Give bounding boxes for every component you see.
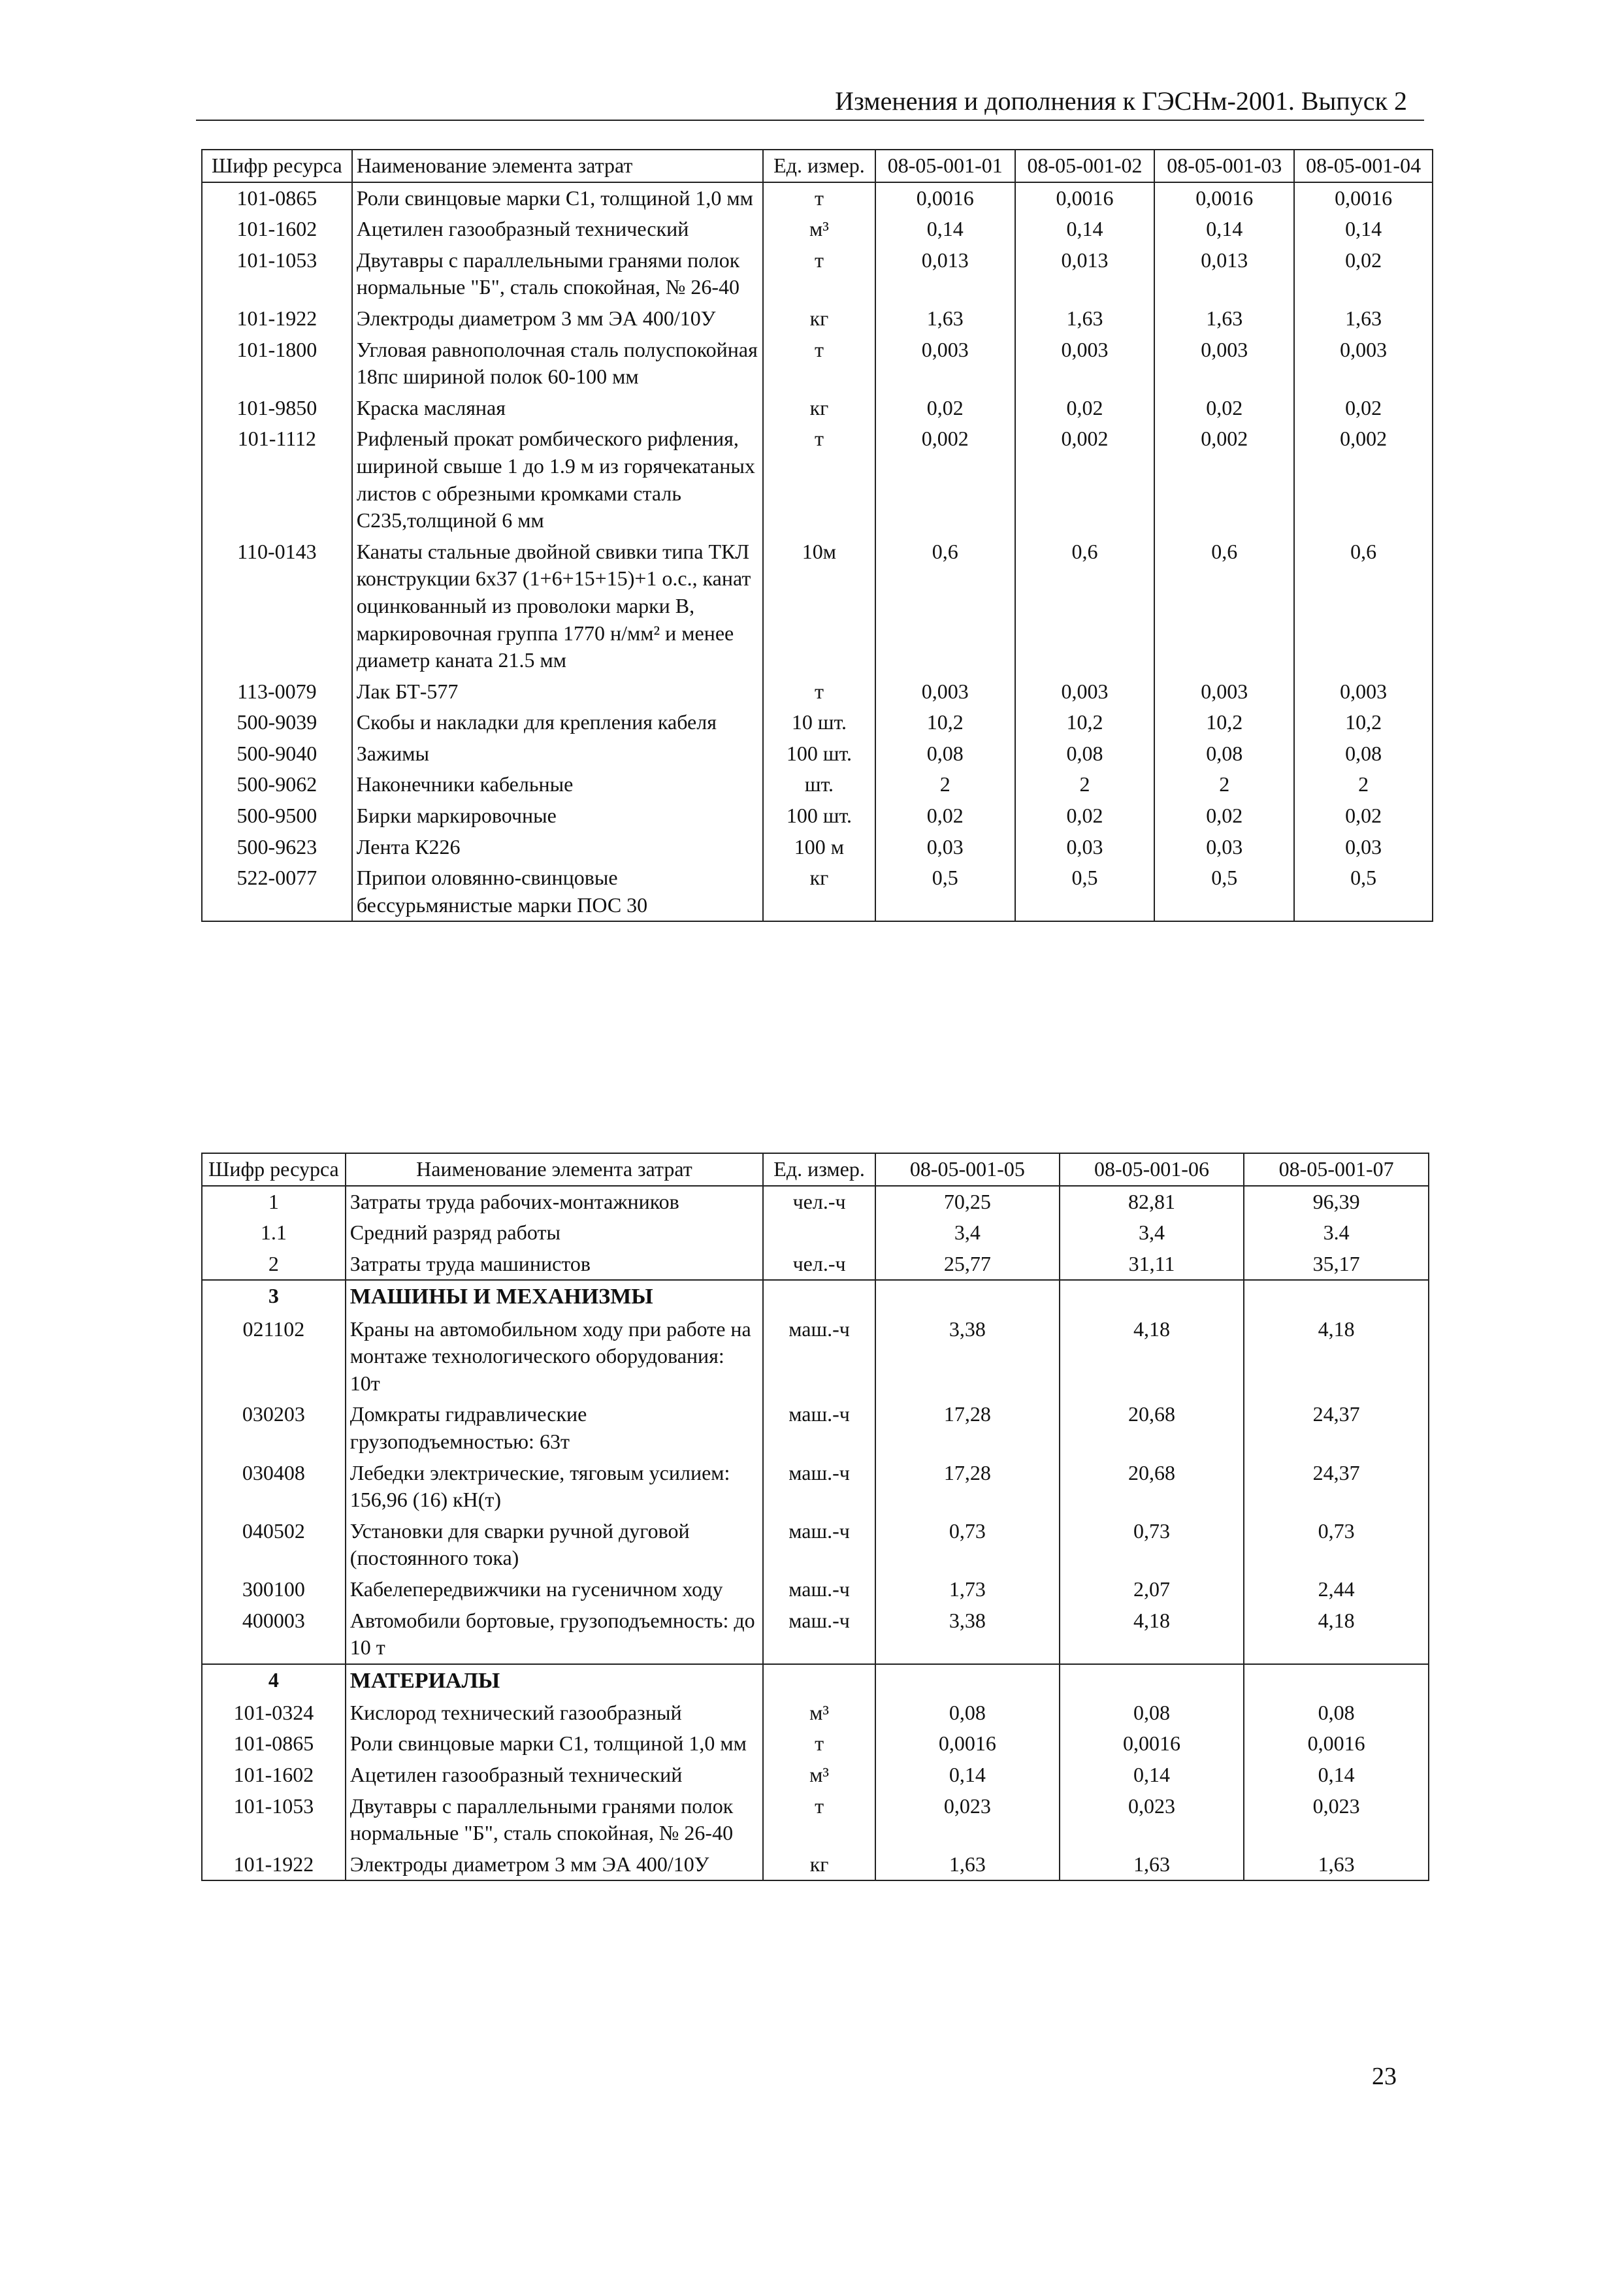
value-cell: 20,68 xyxy=(1060,1399,1244,1457)
col-header-name: Наименование элемента затрат xyxy=(352,150,763,182)
value-cell: 82,81 xyxy=(1060,1186,1244,1218)
table-row xyxy=(202,1760,1429,1791)
value-cell: 0,02 xyxy=(1294,245,1433,303)
table-row xyxy=(202,182,1433,214)
value-cell: 0,003 xyxy=(1294,335,1433,393)
unit-cell: маш.-ч xyxy=(763,1605,875,1664)
value-cell: 1,63 xyxy=(1015,303,1155,335)
col-header-value: 08-05-001-02 xyxy=(1015,150,1155,182)
table-row xyxy=(202,393,1433,424)
table-row xyxy=(202,1849,1429,1881)
unit-cell: т xyxy=(763,245,875,303)
value-cell: 0,002 xyxy=(1294,423,1433,536)
resource-name: Краска масляная xyxy=(352,393,763,424)
unit-cell: т xyxy=(763,1728,875,1760)
resource-name: Средний разряд работы xyxy=(346,1217,763,1249)
unit-cell xyxy=(763,1217,875,1249)
resource-code: 101-1053 xyxy=(202,245,352,303)
resource-code: 101-0865 xyxy=(202,1728,346,1760)
unit-cell: кг xyxy=(763,862,875,921)
value-cell: 0,003 xyxy=(1154,676,1294,708)
resource-code: 113-0079 xyxy=(202,676,352,708)
value-cell: 24,37 xyxy=(1244,1458,1429,1516)
value-cell: 0,02 xyxy=(875,800,1015,832)
resources-table-1 xyxy=(201,149,1433,922)
value-cell: 4,18 xyxy=(1244,1605,1429,1664)
unit-cell xyxy=(763,1664,875,1697)
value-cell xyxy=(875,1664,1060,1697)
resource-name: Двутавры с параллельными гранями полок нормальные "Б", сталь спокойная, № 26-40 xyxy=(346,1791,763,1849)
resource-name: Ацетилен газообразный технический xyxy=(346,1760,763,1791)
value-cell: 0,14 xyxy=(875,1760,1060,1791)
value-cell: 31,11 xyxy=(1060,1249,1244,1281)
value-cell: 10,2 xyxy=(1154,707,1294,738)
resource-code: 500-9040 xyxy=(202,738,352,770)
value-cell: 1,63 xyxy=(1060,1849,1244,1881)
table-row xyxy=(202,1574,1429,1605)
resource-name: Электроды диаметром 3 мм ЭА 400/10У xyxy=(352,303,763,335)
resource-code: 040502 xyxy=(202,1516,346,1574)
table-row xyxy=(202,800,1433,832)
col-header-code: Шифр ресурса xyxy=(202,150,352,182)
resource-code: 101-1602 xyxy=(202,1760,346,1791)
resource-name: Установки для сварки ручной дуговой (постоянного тока) xyxy=(346,1516,763,1574)
resource-name: Кабелепередвижчики на гусеничном ходу xyxy=(346,1574,763,1605)
resource-code: 500-9500 xyxy=(202,800,352,832)
value-cell xyxy=(1060,1664,1244,1697)
unit-cell: маш.-ч xyxy=(763,1516,875,1574)
value-cell: 0,6 xyxy=(1015,536,1155,676)
value-cell: 2 xyxy=(1294,769,1433,800)
value-cell: 2,44 xyxy=(1244,1574,1429,1605)
resource-name: Лента К226 xyxy=(352,832,763,863)
unit-cell: м³ xyxy=(763,1697,875,1729)
unit-cell: 10 шт. xyxy=(763,707,875,738)
unit-cell: м³ xyxy=(763,1760,875,1791)
resource-code: 400003 xyxy=(202,1605,346,1664)
table-row xyxy=(202,335,1433,393)
table-row xyxy=(202,1697,1429,1729)
col-header-value: 08-05-001-01 xyxy=(875,150,1015,182)
value-cell: 0,14 xyxy=(1244,1760,1429,1791)
resource-code: 1 xyxy=(202,1186,346,1218)
resource-code: 101-1053 xyxy=(202,1791,346,1849)
resource-code: 3 xyxy=(202,1280,346,1313)
table-row xyxy=(202,1605,1429,1664)
value-cell: 2 xyxy=(1015,769,1155,800)
value-cell: 10,2 xyxy=(1294,707,1433,738)
value-cell: 0,02 xyxy=(1294,800,1433,832)
resource-name: Рифленый прокат ромбического рифления, шириной свыше 1 до 1.9 м из горячекатаных листов с обрезными кромками сталь С235,толщиной 6 мм xyxy=(352,423,763,536)
resource-code: 101-1922 xyxy=(202,1849,346,1881)
value-cell: 1,63 xyxy=(875,303,1015,335)
value-cell: 0,14 xyxy=(1060,1760,1244,1791)
resource-name: Автомобили бортовые, грузоподъемность: до 10 т xyxy=(346,1605,763,1664)
value-cell: 0,08 xyxy=(1154,738,1294,770)
value-cell: 0,73 xyxy=(1060,1516,1244,1574)
resource-code: 2 xyxy=(202,1249,346,1281)
table-row xyxy=(202,1458,1429,1516)
value-cell: 0,14 xyxy=(875,214,1015,245)
table-row xyxy=(202,707,1433,738)
value-cell: 20,68 xyxy=(1060,1458,1244,1516)
value-cell: 0,08 xyxy=(875,738,1015,770)
value-cell: 0,02 xyxy=(1294,393,1433,424)
unit-cell: м³ xyxy=(763,214,875,245)
resource-code: 500-9039 xyxy=(202,707,352,738)
resource-code: 500-9062 xyxy=(202,769,352,800)
value-cell: 0,003 xyxy=(1294,676,1433,708)
value-cell: 1,63 xyxy=(1244,1849,1429,1881)
unit-cell: 10м xyxy=(763,536,875,676)
value-cell: 70,25 xyxy=(875,1186,1060,1218)
resources-table-2 xyxy=(201,1153,1429,1881)
resource-name: Скобы и накладки для крепления кабеля xyxy=(352,707,763,738)
value-cell: 0,002 xyxy=(1015,423,1155,536)
value-cell: 0,08 xyxy=(1015,738,1155,770)
value-cell: 2 xyxy=(1154,769,1294,800)
value-cell: 17,28 xyxy=(875,1399,1060,1457)
resource-name: МАТЕРИАЛЫ xyxy=(346,1664,763,1697)
unit-cell: 100 шт. xyxy=(763,800,875,832)
resource-name: Лак БТ-577 xyxy=(352,676,763,708)
col-header-code: Шифр ресурса xyxy=(202,1153,346,1186)
unit-cell: 100 шт. xyxy=(763,738,875,770)
table-row xyxy=(202,862,1433,921)
table-row xyxy=(202,214,1433,245)
value-cell: 0,5 xyxy=(1294,862,1433,921)
resource-code: 030203 xyxy=(202,1399,346,1457)
value-cell: 3,38 xyxy=(875,1314,1060,1400)
value-cell: 0,6 xyxy=(875,536,1015,676)
resource-name: Роли свинцовые марки С1, толщиной 1,0 мм xyxy=(346,1728,763,1760)
table-row xyxy=(202,1516,1429,1574)
resource-code: 522-0077 xyxy=(202,862,352,921)
unit-cell: маш.-ч xyxy=(763,1458,875,1516)
unit-cell: маш.-ч xyxy=(763,1574,875,1605)
value-cell: 0,002 xyxy=(1154,423,1294,536)
value-cell: 0,003 xyxy=(875,676,1015,708)
table-row xyxy=(202,536,1433,676)
resource-code: 101-1602 xyxy=(202,214,352,245)
unit-cell xyxy=(763,1280,875,1313)
resource-code: 101-1112 xyxy=(202,423,352,536)
value-cell: 0,0016 xyxy=(875,182,1015,214)
resource-code: 101-0865 xyxy=(202,182,352,214)
unit-cell: т xyxy=(763,423,875,536)
value-cell: 0,6 xyxy=(1294,536,1433,676)
value-cell: 1,63 xyxy=(1154,303,1294,335)
value-cell: 0,003 xyxy=(875,335,1015,393)
resource-name: Бирки маркировочные xyxy=(352,800,763,832)
resource-code: 021102 xyxy=(202,1314,346,1400)
unit-cell: т xyxy=(763,676,875,708)
value-cell xyxy=(1244,1280,1429,1313)
resource-name: Ацетилен газообразный технический xyxy=(352,214,763,245)
unit-cell: чел.-ч xyxy=(763,1249,875,1281)
col-header-value: 08-05-001-04 xyxy=(1294,150,1433,182)
table-row xyxy=(202,832,1433,863)
table-row xyxy=(202,1314,1429,1400)
resource-name: Зажимы xyxy=(352,738,763,770)
resource-code: 110-0143 xyxy=(202,536,352,676)
table-row xyxy=(202,1399,1429,1457)
value-cell: 3.4 xyxy=(1244,1217,1429,1249)
resource-code: 300100 xyxy=(202,1574,346,1605)
resource-name: Роли свинцовые марки С1, толщиной 1,0 мм xyxy=(352,182,763,214)
col-header-value: 08-05-001-05 xyxy=(875,1153,1060,1186)
value-cell: 25,77 xyxy=(875,1249,1060,1281)
value-cell xyxy=(875,1280,1060,1313)
value-cell: 0,002 xyxy=(875,423,1015,536)
unit-cell: маш.-ч xyxy=(763,1399,875,1457)
value-cell: 0,013 xyxy=(1015,245,1155,303)
resource-name: Лебедки электрические, тяговым усилием: 156,96 (16) кН(т) xyxy=(346,1458,763,1516)
value-cell: 1,63 xyxy=(1294,303,1433,335)
table-row xyxy=(202,676,1433,708)
value-cell: 0,003 xyxy=(1154,335,1294,393)
value-cell: 0,5 xyxy=(1015,862,1155,921)
value-cell: 4,18 xyxy=(1244,1314,1429,1400)
resource-code: 101-1800 xyxy=(202,335,352,393)
value-cell: 0,08 xyxy=(1294,738,1433,770)
resource-name: Кислород технический газообразный xyxy=(346,1697,763,1729)
value-cell: 0,73 xyxy=(1244,1516,1429,1574)
resource-name: Двутавры с параллельными гранями полок нормальные "Б", сталь спокойная, № 26-40 xyxy=(352,245,763,303)
resource-name: Затраты труда рабочих-монтажников xyxy=(346,1186,763,1218)
value-cell: 0,02 xyxy=(1154,393,1294,424)
value-cell: 0,02 xyxy=(1154,800,1294,832)
value-cell: 0,08 xyxy=(875,1697,1060,1729)
col-header-value: 08-05-001-07 xyxy=(1244,1153,1429,1186)
value-cell: 4,18 xyxy=(1060,1605,1244,1664)
unit-cell: кг xyxy=(763,303,875,335)
value-cell: 0,73 xyxy=(875,1516,1060,1574)
value-cell: 10,2 xyxy=(1015,707,1155,738)
value-cell: 0,013 xyxy=(875,245,1015,303)
value-cell: 0,003 xyxy=(1015,676,1155,708)
unit-cell: 100 м xyxy=(763,832,875,863)
value-cell: 3,4 xyxy=(875,1217,1060,1249)
unit-cell: т xyxy=(763,1791,875,1849)
value-cell: 0,023 xyxy=(1060,1791,1244,1849)
resource-name: МАШИНЫ И МЕХАНИЗМЫ xyxy=(346,1280,763,1313)
table-row xyxy=(202,738,1433,770)
value-cell: 0,03 xyxy=(1294,832,1433,863)
page-header: Изменения и дополнения к ГЭСНм-2001. Выпуск 2 xyxy=(196,82,1424,121)
table-row xyxy=(202,1728,1429,1760)
table-row xyxy=(202,769,1433,800)
value-cell: 2 xyxy=(875,769,1015,800)
value-cell: 0,08 xyxy=(1060,1697,1244,1729)
value-cell: 0,6 xyxy=(1154,536,1294,676)
unit-cell: шт. xyxy=(763,769,875,800)
table-row xyxy=(202,303,1433,335)
unit-cell: кг xyxy=(763,1849,875,1881)
value-cell: 1,73 xyxy=(875,1574,1060,1605)
col-header-value: 08-05-001-06 xyxy=(1060,1153,1244,1186)
value-cell: 24,37 xyxy=(1244,1399,1429,1457)
resource-code: 101-9850 xyxy=(202,393,352,424)
value-cell: 0,03 xyxy=(1154,832,1294,863)
resource-name: Краны на автомобильном ходу при работе на монтаже технологического оборудования: 10т xyxy=(346,1314,763,1400)
section-row xyxy=(202,1280,1429,1313)
value-cell: 0,02 xyxy=(1015,800,1155,832)
value-cell: 0,5 xyxy=(875,862,1015,921)
table-row xyxy=(202,1249,1429,1281)
value-cell: 0,0016 xyxy=(1294,182,1433,214)
value-cell: 96,39 xyxy=(1244,1186,1429,1218)
value-cell: 0,02 xyxy=(1015,393,1155,424)
value-cell: 35,17 xyxy=(1244,1249,1429,1281)
value-cell: 0,0016 xyxy=(1060,1728,1244,1760)
value-cell: 0,03 xyxy=(1015,832,1155,863)
value-cell xyxy=(1060,1280,1244,1313)
value-cell: 0,14 xyxy=(1015,214,1155,245)
resource-code: 101-0324 xyxy=(202,1697,346,1729)
value-cell: 0,14 xyxy=(1294,214,1433,245)
value-cell: 0,14 xyxy=(1154,214,1294,245)
table-row xyxy=(202,1186,1429,1218)
resource-name: Канаты стальные двойной свивки типа ТКЛ конструкции 6х37 (1+6+15+15)+1 о.с., канат оцинкованный из проволоки марки В, маркировочная группа 1770 н/мм² и менее диаметр каната 21.5 мм xyxy=(352,536,763,676)
unit-cell: т xyxy=(763,335,875,393)
section-row xyxy=(202,1664,1429,1697)
value-cell: 0,023 xyxy=(875,1791,1060,1849)
col-header-name: Наименование элемента затрат xyxy=(346,1153,763,1186)
resource-code: 500-9623 xyxy=(202,832,352,863)
resource-code: 030408 xyxy=(202,1458,346,1516)
value-cell: 0,08 xyxy=(1244,1697,1429,1729)
resource-code: 101-1922 xyxy=(202,303,352,335)
col-header-unit: Ед. измер. xyxy=(763,150,875,182)
col-header-unit: Ед. измер. xyxy=(763,1153,875,1186)
value-cell: 4,18 xyxy=(1060,1314,1244,1400)
page-number: 23 xyxy=(1372,2063,1397,2090)
value-cell: 0,02 xyxy=(875,393,1015,424)
value-cell: 0,0016 xyxy=(875,1728,1060,1760)
value-cell: 3,4 xyxy=(1060,1217,1244,1249)
resource-name: Угловая равнополочная сталь полуспокойная 18пс шириной полок 60-100 мм xyxy=(352,335,763,393)
value-cell: 0,003 xyxy=(1015,335,1155,393)
unit-cell: маш.-ч xyxy=(763,1314,875,1400)
unit-cell: т xyxy=(763,182,875,214)
table-row xyxy=(202,245,1433,303)
resource-code: 1.1 xyxy=(202,1217,346,1249)
table-row xyxy=(202,1217,1429,1249)
table-row xyxy=(202,423,1433,536)
value-cell: 0,0016 xyxy=(1244,1728,1429,1760)
value-cell: 0,013 xyxy=(1154,245,1294,303)
resource-name: Припои оловянно-свинцовые бессурьмянистые марки ПОС 30 xyxy=(352,862,763,921)
table-header-row xyxy=(202,1153,1429,1186)
value-cell: 3,38 xyxy=(875,1605,1060,1664)
resource-name: Затраты труда машинистов xyxy=(346,1249,763,1281)
table-header-row xyxy=(202,150,1433,182)
value-cell: 1,63 xyxy=(875,1849,1060,1881)
unit-cell: чел.-ч xyxy=(763,1186,875,1218)
value-cell: 0,5 xyxy=(1154,862,1294,921)
value-cell: 10,2 xyxy=(875,707,1015,738)
value-cell: 2,07 xyxy=(1060,1574,1244,1605)
resource-name: Электроды диаметром 3 мм ЭА 400/10У xyxy=(346,1849,763,1881)
resource-code: 4 xyxy=(202,1664,346,1697)
col-header-value: 08-05-001-03 xyxy=(1154,150,1294,182)
table-row xyxy=(202,1791,1429,1849)
value-cell: 0,0016 xyxy=(1015,182,1155,214)
resource-name: Домкраты гидравлические грузоподъемностью: 63т xyxy=(346,1399,763,1457)
resource-name: Наконечники кабельные xyxy=(352,769,763,800)
value-cell: 0,023 xyxy=(1244,1791,1429,1849)
value-cell: 0,0016 xyxy=(1154,182,1294,214)
value-cell: 17,28 xyxy=(875,1458,1060,1516)
unit-cell: кг xyxy=(763,393,875,424)
value-cell: 0,03 xyxy=(875,832,1015,863)
value-cell xyxy=(1244,1664,1429,1697)
